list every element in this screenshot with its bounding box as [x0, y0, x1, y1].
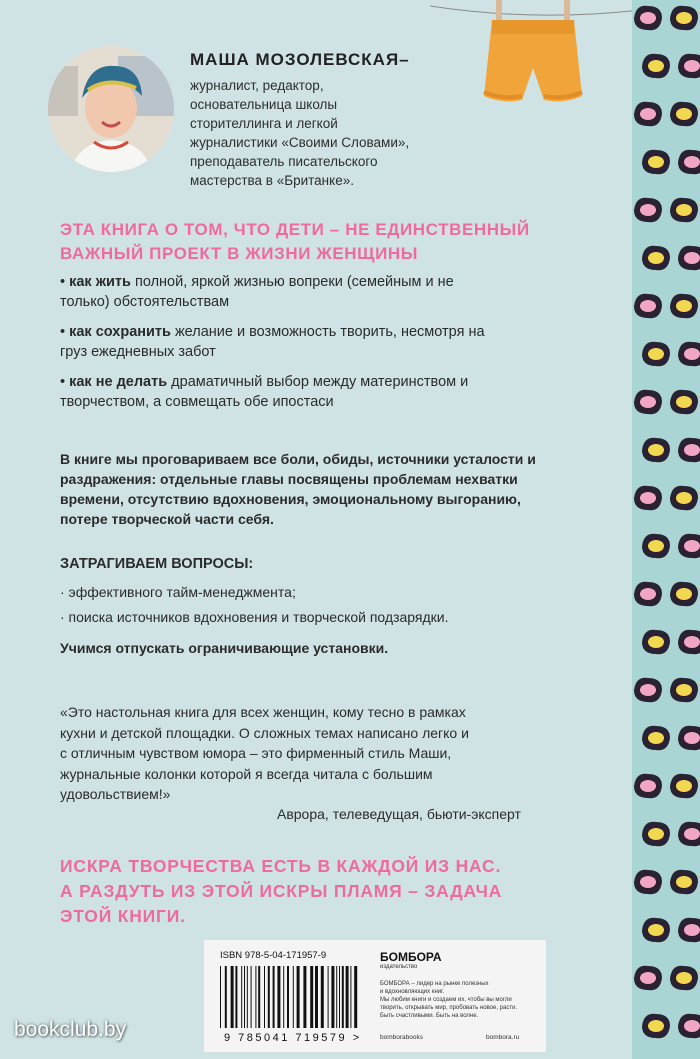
- publisher-desc-line: Быть счастливыми. Быть на волне.: [380, 1013, 479, 1019]
- benefit-item: [60, 272, 600, 312]
- author-bio: [190, 76, 490, 190]
- publisher-site: bombora.ru: [486, 1034, 520, 1041]
- publisher-desc-line: и вдохновляющих книг.: [380, 989, 445, 995]
- quote-line: журнальные колонки которой я всегда читала с большим: [60, 765, 433, 782]
- publisher-desc-line: Мы любим книги и создаем их, чтобы вы могли: [380, 997, 512, 1003]
- quote-line: «Это настольная книга для всех женщин, кому тесно в рамках: [60, 704, 466, 720]
- headline-line: ВАЖНЫЙ ПРОЕКТ В ЖИЗНИ ЖЕНЩИНЫ: [60, 244, 419, 263]
- author-bio-line: журналист, редактор,: [190, 78, 324, 93]
- bullet-mark: •: [60, 274, 66, 290]
- publisher-desc-line: творить, открывать мир, пробовать новое, расти.: [380, 1005, 518, 1011]
- summary-line: потере творческой части себя.: [60, 511, 274, 527]
- author-photo: [48, 46, 174, 172]
- author-bio-line: преподаватель писательского: [190, 154, 378, 169]
- isbn-text: ISBN 978-5-04-171957-9: [220, 950, 327, 961]
- headline-line: ЭТА КНИГА О ТОМ, ЧТО ДЕТИ – НЕ ЕДИНСТВЕННЫЙ: [60, 220, 530, 239]
- topic-item: · поиска источников вдохновения и творческой подзарядки.: [60, 609, 449, 625]
- publisher-logo: БОМБОРА: [380, 950, 442, 964]
- topics-closing: Учимся отпускать ограничивающие установки.: [60, 640, 389, 656]
- benefit-text: драматичный выбор между материнством и: [167, 374, 469, 390]
- publisher-social: bomborabooks: [380, 1034, 423, 1041]
- benefit-list: [60, 272, 600, 422]
- benefit-item: [60, 372, 600, 412]
- benefit-bold: как сохранить: [69, 324, 171, 340]
- topics-list: [60, 582, 449, 632]
- book-headline: [60, 218, 530, 266]
- barcode-panel: [204, 940, 546, 1052]
- quote-author: Аврора, телеведущая, бьюти-эксперт: [277, 806, 521, 822]
- barcode-number: 9 785041 719579 >: [224, 1032, 362, 1044]
- author-name: МАША МОЗОЛЕВСКАЯ–: [190, 50, 410, 69]
- benefit-text: полной, яркой жизнью вопреки (семейным и не: [130, 274, 454, 290]
- leopard-pattern-spine: [632, 0, 700, 1059]
- watermark: bookclub.by: [14, 1018, 127, 1041]
- barcode-graphic: [218, 966, 368, 1030]
- benefit-text: груз ежедневных забот: [60, 344, 216, 360]
- quote-line: с отличным чувством юмора – это фирменный стиль Маши,: [60, 745, 452, 761]
- closing-slogan: [60, 854, 502, 929]
- summary-line: времени, отсутствию вдохновения, эмоциональному выгоранию,: [60, 491, 521, 507]
- publisher-desc-line: БОМБОРА – лидер на рынке полезных: [380, 981, 489, 987]
- review-quote: [60, 702, 590, 805]
- summary-line: раздражения: отдельные главы посвящены проблемам нехватки: [60, 471, 518, 487]
- quote-line: кухни и детской площадки. О сложных темах написано легко и: [60, 724, 469, 741]
- slogan-line: ИСКРА ТВОРЧЕСТВА ЕСТЬ В КАЖДОЙ ИЗ НАС.: [60, 856, 502, 876]
- benefit-text: творчеством, а совмещать обе ипостаси: [60, 394, 334, 410]
- author-bio-line: журналистики «Своими Словами»,: [190, 135, 410, 150]
- bullet-mark: •: [60, 324, 66, 340]
- publisher-description: [380, 980, 540, 1020]
- summary-line: В книге мы проговариваем все боли, обиды, источники усталости и: [60, 451, 536, 467]
- author-bio-line: основательница школы: [190, 97, 338, 112]
- topic-item: · эффективного тайм-менеджмента;: [60, 584, 296, 600]
- benefit-text: только) обстоятельствам: [60, 294, 230, 310]
- publisher-subtitle: издательство: [380, 964, 418, 970]
- benefit-bold: как жить: [69, 274, 131, 290]
- topics-title: ЗАТРАГИВАЕМ ВОПРОСЫ:: [60, 556, 254, 572]
- orange-shorts-illustration: [478, 8, 588, 116]
- bullet-mark: •: [60, 374, 66, 390]
- benefit-item: [60, 322, 600, 362]
- author-bio-line: сторителлинга и легкой: [190, 116, 338, 131]
- slogan-line: А РАЗДУТЬ ИЗ ЭТОЙ ИСКРЫ ПЛАМЯ – ЗАДАЧА: [60, 881, 503, 901]
- benefit-bold: как не делать: [69, 374, 168, 390]
- quote-line: удовольствием!»: [60, 786, 171, 802]
- slogan-line: ЭТОЙ КНИГИ.: [60, 906, 186, 926]
- author-bio-line: мастерства в «Британке».: [190, 173, 354, 188]
- benefit-text: желание и возможность творить, несмотря на: [170, 324, 485, 340]
- summary-paragraph: [60, 449, 590, 529]
